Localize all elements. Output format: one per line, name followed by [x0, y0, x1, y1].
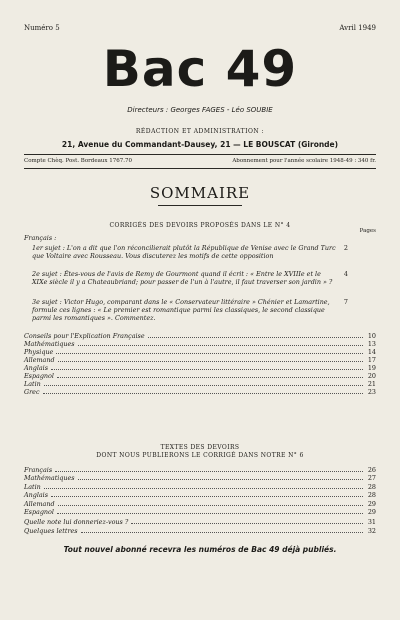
toc-row[interactable]: [24, 380, 376, 388]
toc-row[interactable]: [24, 340, 376, 348]
issue-row: [24, 24, 376, 32]
toc-label: Quelle note lui donneriez-vous ?: [24, 518, 129, 526]
address-line: 21, Avenue du Commandant-Dausey, 21 — LE BOUSCAT (Gironde): [61, 140, 339, 149]
toc-page-number: 19: [367, 364, 376, 372]
section1-heading: CORRIGÉS DES DEVOIRS PROPOSÉS DANS LE N° 4: [109, 222, 291, 229]
masthead-title: Bac 49: [102, 40, 298, 98]
leader-dots: [43, 393, 363, 394]
issue-number: Numéro 5: [24, 24, 60, 32]
divider-bottom: [24, 168, 376, 169]
toc-page-number: 21: [367, 380, 376, 388]
toc-page-number: 29: [367, 499, 376, 508]
toc-page-number: 27: [367, 474, 376, 483]
directors-line: Directeurs : Georges FAGES - Léo SOUBIE: [127, 106, 273, 114]
toc-page-number: 17: [367, 356, 376, 364]
toc-label: Conseils pour l'Explication Française: [24, 332, 145, 340]
toc-page-number: 13: [367, 340, 376, 348]
toc-row[interactable]: [24, 364, 376, 372]
toc-page-number: 26: [367, 466, 376, 474]
leader-dots: [57, 513, 363, 514]
leader-dots: [44, 488, 363, 489]
toc-label: Espagnol: [24, 372, 54, 380]
toc-row[interactable]: [24, 372, 376, 380]
toc-page-number: 28: [367, 482, 376, 491]
toc-row[interactable]: [24, 483, 376, 491]
francais-label: Français :: [24, 234, 57, 242]
section2-heading-line2: DONT NOUS PUBLIERONS LE CORRIGÉ DANS NOTRE N° 6: [96, 452, 304, 459]
toc-label: Français: [24, 466, 53, 474]
toc-row[interactable]: [24, 466, 376, 474]
toc-label: Espagnol: [24, 508, 54, 516]
toc-row[interactable]: [24, 491, 376, 499]
toc-page-number: 23: [367, 388, 376, 396]
leader-dots: [58, 361, 363, 362]
leader-dots: [44, 385, 363, 386]
sommaire-underline: [158, 205, 242, 206]
divider-top: [24, 154, 376, 155]
toc-label: Physique: [24, 348, 54, 356]
toc-row[interactable]: [24, 388, 376, 396]
toc-page-number: 20: [367, 372, 376, 380]
toc-page-number: 14: [367, 348, 376, 356]
footer-note: Tout nouvel abonné recevra les numéros de Bac 49 déjà publiés.: [63, 545, 337, 554]
account-row: [24, 158, 376, 164]
subject-1[interactable]: 1er sujet : L'on a dit que l'on réconcilierait plutôt la République de Venise avec le Grand Turc que Voltaire avec Rousseau. Vous discuterez les motifs de cette opposition 2: [32, 244, 348, 260]
toc-row[interactable]: [24, 527, 376, 535]
toc-label: Grec: [24, 388, 40, 396]
subject-3[interactable]: 3e sujet : Victor Hugo, comparant dans le « Conservateur littéraire » Chénier et Lamartine, formule ces lignes : « Le premier est romantique parmi les classiques, le second classique parmi les romantiques ». Commentez. 7: [32, 298, 348, 322]
leader-dots: [78, 479, 363, 480]
toc-page-number: 31: [367, 518, 376, 526]
leader-dots: [58, 505, 363, 506]
leader-dots: [51, 369, 363, 370]
subscription-price: Abonnement pour l'année scolaire 1948-49 : 340 fr.: [232, 158, 376, 164]
leader-dots: [131, 523, 363, 524]
toc-label: Anglais: [24, 364, 48, 372]
sommaire-heading: SOMMAIRE: [149, 184, 251, 202]
toc-label: Allemand: [24, 499, 55, 508]
toc-row[interactable]: [24, 500, 376, 508]
toc-page-number: 28: [367, 491, 376, 500]
toc-page-number: 32: [367, 527, 376, 535]
toc-label: Mathématiques: [24, 474, 75, 483]
toc-row[interactable]: [24, 332, 376, 340]
issue-date: Avril 1949: [339, 24, 376, 32]
subject-2[interactable]: 2e sujet : Êtes-vous de l'avis de Remy de Gourmont quand il écrit : « Entre le XVIIIe et le XIXe siècle il y a Chateaubriand; pour passer de l'un à l'autre, il faut traverser son jardin » ? 4: [32, 270, 348, 286]
toc-row[interactable]: [24, 356, 376, 364]
toc-row[interactable]: [24, 508, 376, 516]
toc-label: Quelques lettres: [24, 527, 78, 535]
toc-label: Latin: [24, 482, 41, 491]
postal-account: Compte Chèq. Post. Bordeaux 1767.70: [24, 158, 132, 164]
toc-row[interactable]: [24, 348, 376, 356]
leader-dots: [55, 471, 363, 472]
toc-row[interactable]: [24, 518, 376, 526]
toc-page-number: 10: [367, 332, 376, 340]
toc-page-number: 29: [367, 508, 376, 516]
toc-row[interactable]: [24, 474, 376, 482]
pages-column-label: Pages: [359, 228, 376, 234]
toc-label: Allemand: [24, 356, 55, 364]
toc-label: Latin: [24, 380, 41, 388]
leader-dots: [51, 496, 363, 497]
leader-dots: [78, 345, 363, 346]
leader-dots: [57, 377, 363, 378]
toc-label: Anglais: [24, 491, 48, 500]
leader-dots: [56, 353, 363, 354]
leader-dots: [81, 532, 363, 533]
section2-heading-line1: TEXTES DES DEVOIRS: [160, 444, 240, 451]
leader-dots: [148, 337, 363, 338]
toc-label: Mathématiques: [24, 340, 75, 348]
redaction-label: RÉDACTION ET ADMINISTRATION :: [135, 128, 265, 135]
